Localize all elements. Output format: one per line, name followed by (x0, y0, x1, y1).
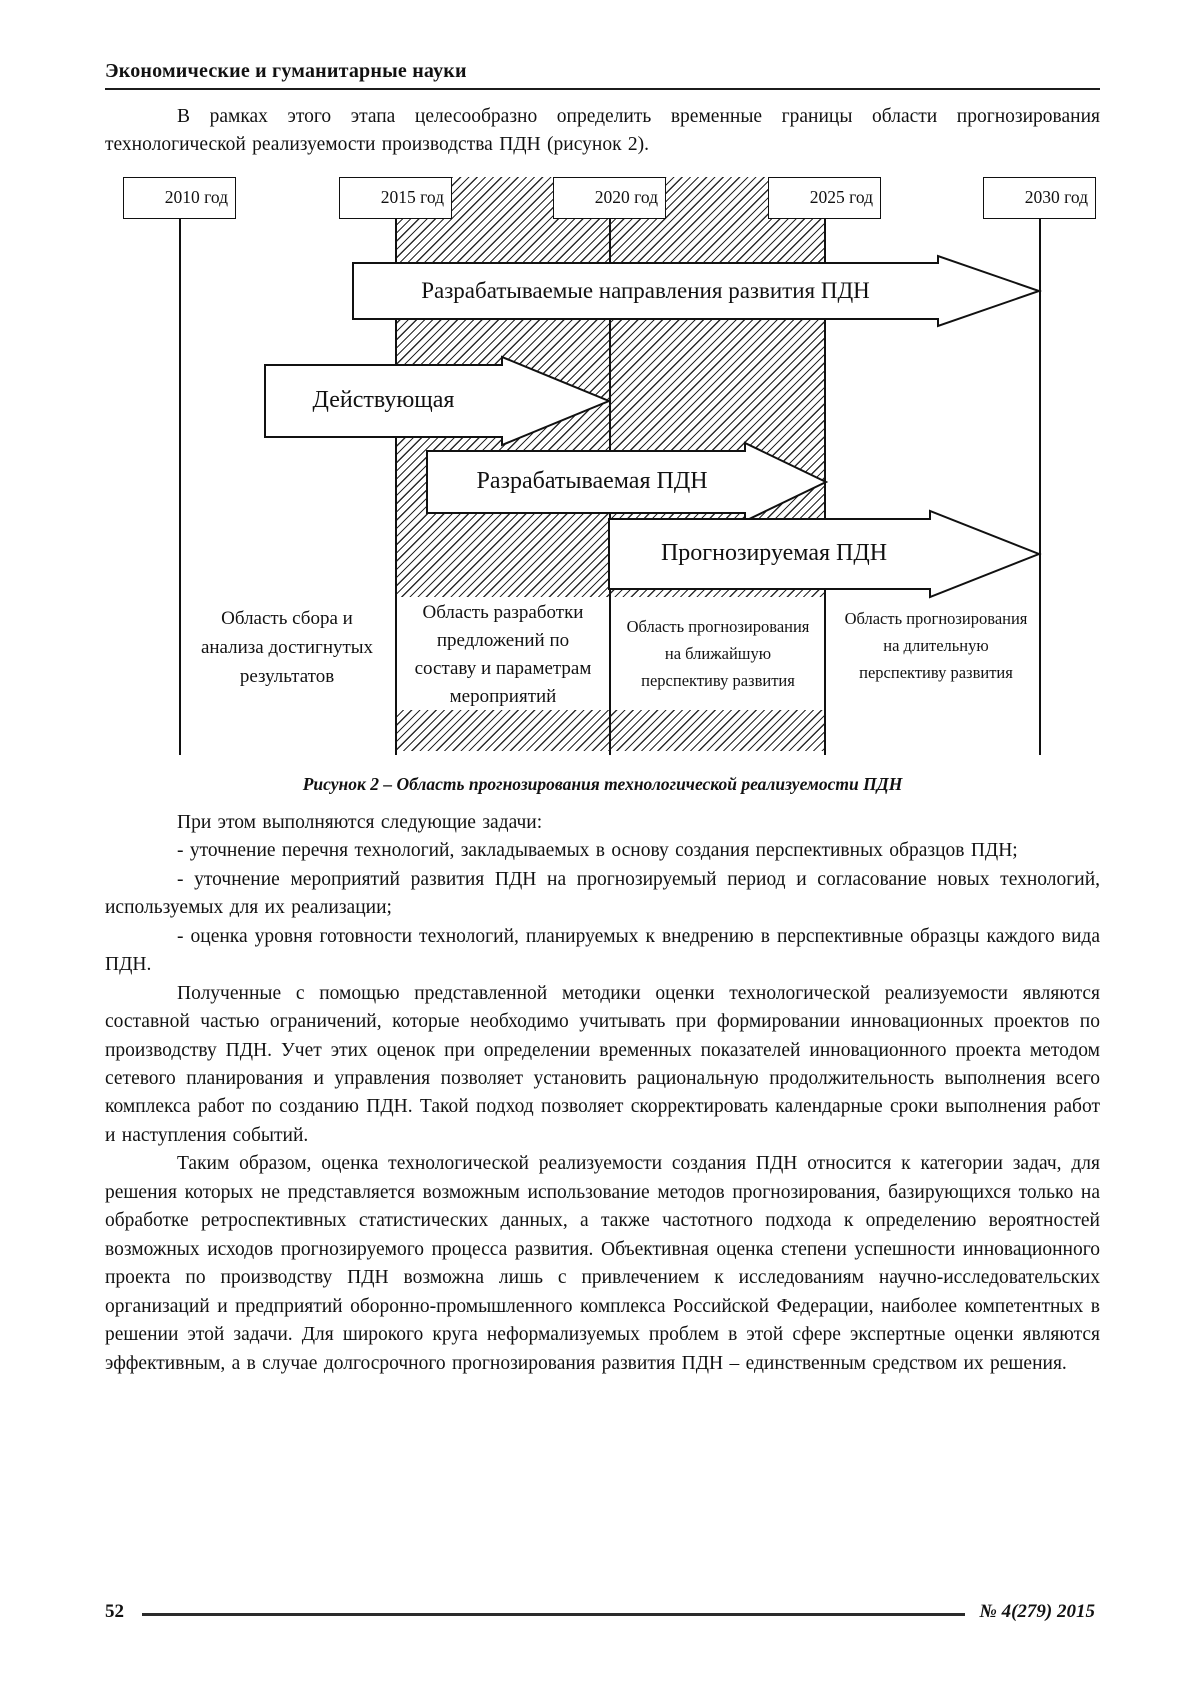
paragraph: Таким образом, оценка технологической реализуемости создания ПДН относится к категории задач, для решения которых не представляется возможным использование методов прогнозирования, базирующихся только на обработке ретроспективных статистических данных, а также частотного подхода к определению вероятностей возможных исходов прогнозируемого процесса развития. Объективная оценка степени успешности инновационного проекта по производству ПДН возможна лишь с привлечением к исследованиям научно-исследовательских организаций и предприятий оборонно-промышленного комплекса Российской Федерации, наиболее компетентных в решении этой задачи. Для широкого круга неформализуемых проблем в этой сфере экспертные оценки являются эффективным, а в случае долгосрочного прогнозирования развития ПДН – единственным средством их решения. (105, 1153, 1100, 1374)
arrow-label-forecast: Прогнозируемая ПДН (660, 540, 888, 567)
year-box-2010 (123, 177, 236, 219)
paragraph: Полученные с помощью представленной методики оценки технологической реализуемости являются составной частью ограничений, которые необходимо учитывать при формировании инновационных проектов по производству ПДН. Учет этих оценок при определении временных показателей инновационного проекта методом сетевого планирования и управления позволяет установить рациональную продолжительность выполнения всего комплекса работ по созданию ПДН. Такой подход позволяет скорректировать календарные сроки выполнения работ и наступления событий. (105, 982, 1100, 1146)
journal-header (105, 0, 1100, 90)
area-label-line: Область разработки (422, 601, 584, 623)
year-box-2015 (339, 177, 452, 219)
area-label-line: анализа достигнутых (200, 636, 374, 658)
paragraph: - уточнение перечня технологий, закладываемых в основу создания перспективных образцов ПДН; (177, 840, 1018, 862)
area-label-proposals (397, 599, 609, 711)
year-label: 2020 год (594, 187, 658, 208)
page-content (105, 0, 1100, 1378)
paragraph: При этом выполняются следующие задачи: (177, 811, 543, 833)
journal-title: Экономические и гуманитарные науки (105, 60, 467, 82)
arrow-label-being-developed: Разрабатываемая ПДН (476, 468, 708, 495)
paragraph: - уточнение мероприятий развития ПДН на прогнозируемый период и согласование новых технологий, используемых для их реализации; (105, 868, 1100, 919)
issue-label: № 4(279) 2015 (979, 1601, 1095, 1622)
year-box-2020 (553, 177, 666, 219)
year-label: 2025 год (809, 187, 873, 208)
figure-2-diagram (105, 161, 1100, 765)
area-label-line: на ближайшую (664, 643, 772, 663)
area-label-near-term-forecast (611, 613, 825, 694)
footer-rule (142, 1613, 965, 1616)
area-label-collection (177, 604, 397, 691)
area-label-line: составу и параметрам (414, 657, 592, 679)
area-label-line: мероприятий (449, 685, 557, 707)
area-label-line: Область прогнозирования (626, 616, 810, 636)
year-label: 2010 год (164, 187, 228, 208)
article-body (105, 809, 1100, 1378)
area-label-line: на длительную (883, 635, 989, 655)
page-footer (105, 1601, 1095, 1623)
area-label-line: Область прогнозирования (844, 608, 1028, 628)
arrow-label-developed-directions: Разрабатываемые направления развития ПДН (421, 277, 870, 303)
year-label: 2015 год (380, 187, 444, 208)
figure-caption: Рисунок 2 – Область прогнозирования технологической реализуемости ПДН (302, 773, 903, 794)
area-label-long-term-forecast (826, 605, 1046, 686)
arrow-label-current: Действующая (312, 387, 455, 414)
year-box-2025 (768, 177, 881, 219)
intro-paragraph: В рамках этого этапа целесообразно определить временные границы области прогнозирования технологической реализуемости производства ПДН (рисунок 2). (105, 106, 1100, 156)
paragraph: - оценка уровня готовности технологий, планируемых к внедрению в перспективные образцы каждого вида ПДН. (105, 925, 1100, 976)
area-label-line: результатов (239, 665, 335, 687)
area-label-line: перспективу развития (859, 662, 1013, 682)
year-box-2030 (983, 177, 1096, 219)
area-label-line: Область сбора и (221, 607, 353, 629)
area-label-line: предложений по (436, 629, 570, 651)
area-label-line: перспективу развития (641, 670, 795, 690)
page-number: 52 (105, 1601, 124, 1622)
year-label: 2030 год (1024, 187, 1088, 208)
